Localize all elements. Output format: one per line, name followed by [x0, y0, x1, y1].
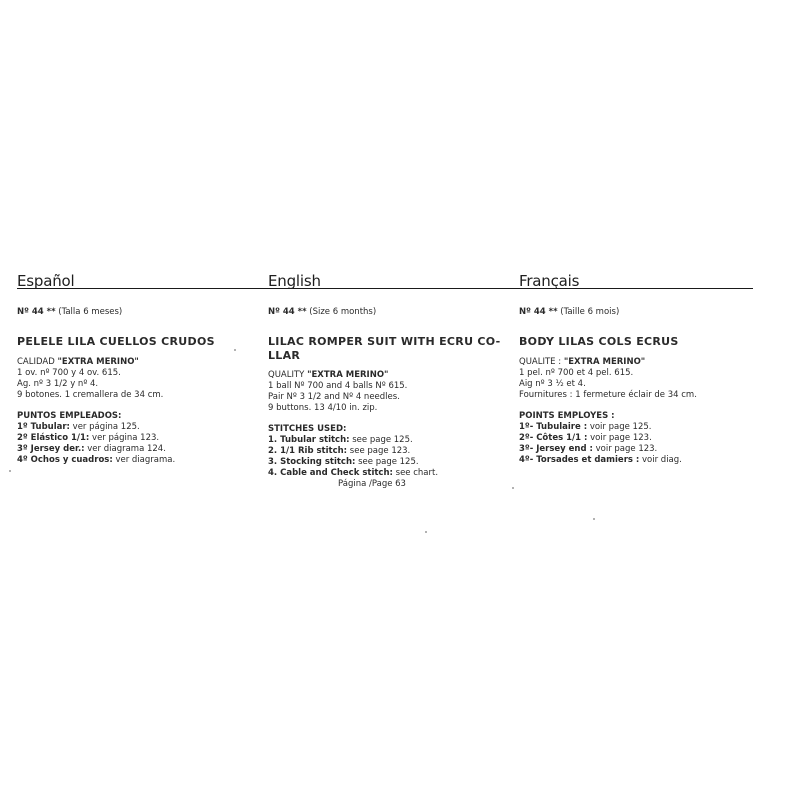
- column-english: [268, 272, 516, 490]
- materials-line: Fournitures : 1 fermeture éclair de 34 cm.: [519, 389, 697, 400]
- scan-speck: [425, 531, 427, 533]
- stitch-name: 4. Cable and Check stitch:: [268, 468, 393, 478]
- materials-line: Pair Nº 3 1/2 and Nº 4 needles.: [268, 392, 400, 402]
- quality-label: QUALITE :: [519, 356, 562, 367]
- materials-line: Ag. nº 3 1/2 y nº 4.: [17, 378, 99, 389]
- stitch-name: 2º Elástico 1/1:: [17, 432, 90, 443]
- stitch-item: [17, 444, 265, 455]
- quality-name: "EXTRA MERINO": [307, 370, 389, 380]
- size-note: (Size 6 months): [309, 307, 377, 317]
- stitch-item: [17, 433, 265, 444]
- stitch-name: 4º Ochos y cuadros:: [17, 454, 113, 465]
- materials-line: 9 buttons. 13 4/10 in. zip.: [268, 403, 378, 413]
- stitch-name: 3º- Jersey end :: [519, 443, 593, 454]
- materials-line: 9 botones. 1 cremallera de 34 cm.: [17, 389, 164, 400]
- stitch-ref: ver diagrama.: [112, 454, 176, 465]
- stitch-item: [519, 444, 767, 455]
- stitch-ref: voir diag.: [639, 454, 682, 465]
- stitch-ref: see page 125.: [355, 457, 419, 467]
- materials-line: 1 pel. nº 700 et 4 pel. 615.: [519, 367, 634, 378]
- pattern-number: Nº 44 **: [268, 307, 307, 317]
- size-note: (Taille 6 mois): [560, 307, 620, 317]
- language-heading: Español: [17, 272, 75, 290]
- stitch-name: 3. Stocking stitch:: [268, 457, 356, 467]
- stitch-name: 2º- Côtes 1/1 :: [519, 432, 588, 443]
- pattern-title: PELELE LILA CUELLOS CRUDOS: [17, 335, 215, 348]
- stitch-item: [519, 422, 767, 433]
- pattern-reference: [519, 307, 767, 318]
- pattern-title: [268, 335, 516, 362]
- stitch-ref: see page 125.: [349, 435, 413, 445]
- stitch-name: 3º Jersey der.:: [17, 443, 85, 454]
- column-french: [519, 272, 767, 466]
- stitch-name: 1º- Tubulaire :: [519, 421, 588, 432]
- scan-speck: [234, 349, 236, 351]
- quality-line: [268, 370, 516, 381]
- materials-line: 1 ov. nº 700 y 4 ov. 615.: [17, 367, 121, 378]
- size-note: (Talla 6 meses): [58, 307, 123, 317]
- scan-speck: [593, 518, 595, 520]
- stitch-ref: see page 123.: [347, 446, 411, 456]
- stitch-name: 4º- Torsades et damiers :: [519, 454, 640, 465]
- stitches-heading: POINTS EMPLOYES :: [519, 410, 615, 421]
- stitches-heading: PUNTOS EMPLEADOS:: [17, 410, 122, 421]
- scan-speck: [512, 487, 514, 489]
- stitch-name: 2. 1/1 Rib stitch:: [268, 446, 348, 456]
- stitch-item: [268, 457, 516, 468]
- materials-line: 1 ball Nº 700 and 4 balls Nº 615.: [268, 381, 408, 391]
- page-reference: Página /Page 63: [338, 479, 406, 489]
- language-heading: English: [268, 272, 321, 290]
- stitch-item: [17, 422, 265, 433]
- stitch-name: 1. Tubular stitch:: [268, 435, 350, 445]
- pattern-title: BODY LILAS COLS ECRUS: [519, 335, 679, 348]
- stitch-item: [268, 446, 516, 457]
- stitch-ref: ver página 125.: [69, 421, 140, 432]
- stitch-ref: voir page 123.: [592, 443, 658, 454]
- quality-name: "EXTRA MERINO": [563, 356, 646, 367]
- pattern-title-line: LILAC ROMPER SUIT WITH ECRU CO-: [268, 335, 501, 348]
- materials-line: Aig nº 3 ½ et 4.: [519, 378, 586, 389]
- stitches-heading: STITCHES USED:: [268, 424, 347, 434]
- stitch-ref: see chart.: [392, 468, 439, 478]
- quality-name: "EXTRA MERINO": [57, 356, 139, 367]
- column-spanish: [17, 272, 265, 466]
- pattern-reference: [17, 307, 265, 318]
- quality-line: [17, 357, 265, 368]
- quality-label: QUALITY: [268, 370, 305, 380]
- stitch-name: 1º Tubular:: [17, 421, 70, 432]
- quality-line: [519, 357, 767, 368]
- stitch-item: [519, 455, 767, 466]
- stitch-ref: voir page 125.: [587, 421, 652, 432]
- stitch-ref: voir page 123.: [587, 432, 652, 443]
- stitch-item: [268, 468, 516, 479]
- pattern-reference: [268, 307, 516, 318]
- quality-label: CALIDAD: [17, 356, 55, 367]
- stitch-item: [268, 435, 516, 446]
- scan-speck: [9, 470, 11, 472]
- stitch-item: [17, 455, 265, 466]
- language-heading: Français: [519, 272, 580, 290]
- pattern-title-line: LLAR: [268, 348, 301, 362]
- pattern-number: Nº 44 **: [519, 307, 558, 317]
- stitch-ref: ver diagrama 124.: [84, 443, 166, 454]
- pattern-number: Nº 44 **: [17, 307, 56, 317]
- stitch-item: [519, 433, 767, 444]
- stitch-ref: ver página 123.: [89, 432, 160, 443]
